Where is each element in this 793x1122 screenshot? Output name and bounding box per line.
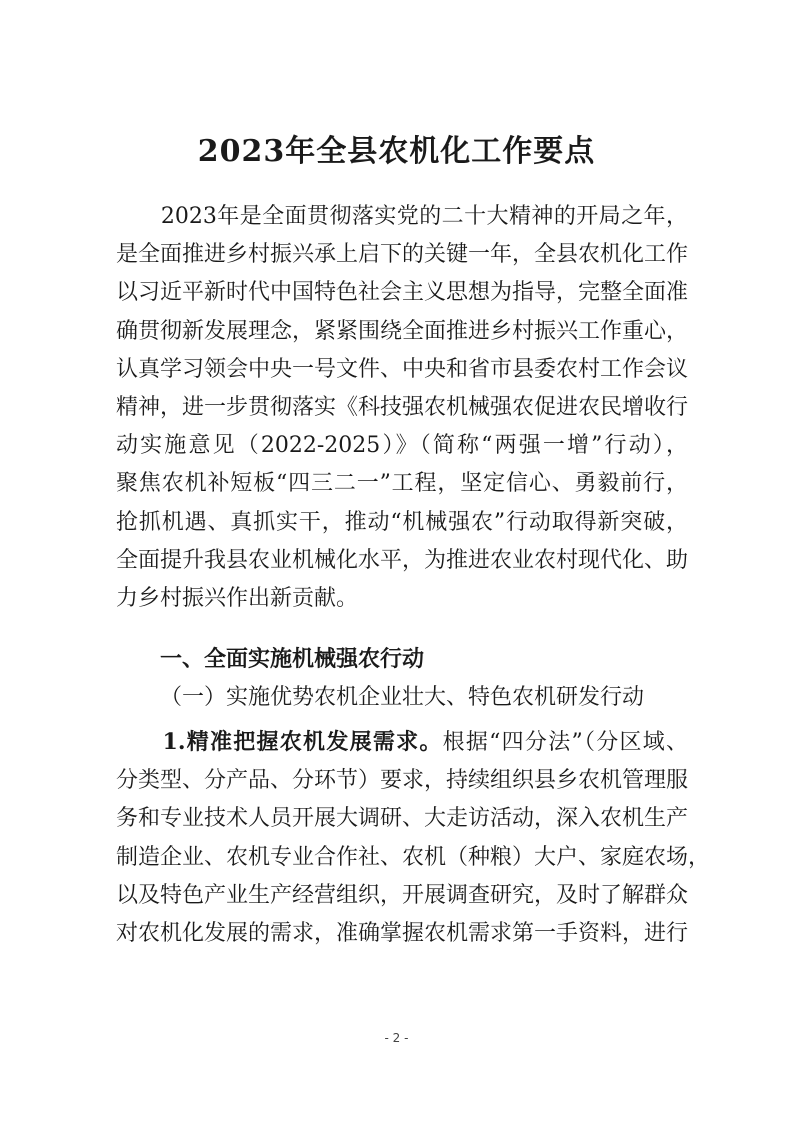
item-1-first-rest: 根据“四分法”（分区域、 — [442, 730, 689, 755]
intro-line: 精神，进一步贯彻落实《科技强农机械强农促进农民增收行 — [116, 395, 689, 421]
intro-line: 力乡村振兴作出新贡献。 — [116, 586, 359, 612]
intro-line: 动实施意见（2022-2025）》（简称“两强一增”行动）， — [116, 433, 688, 459]
item-1-line: 以及特色产业生产经营组织，开展调查研究，及时了解群众 — [116, 882, 689, 908]
intro-paragraph — [116, 198, 688, 618]
item-1-first-line — [116, 723, 688, 762]
item-1-line: 分类型、分产品、分环节）要求，持续组织县乡农机管理服 — [116, 768, 689, 794]
item-1-line: 对农机化发展的需求，准确掌握农机需求第一手资料，进行 — [116, 921, 689, 947]
document-title: 2023年全县农机化工作要点 — [197, 134, 596, 169]
intro-line: 聚焦农机补短板“四三二一”工程，坚定信心、勇毅前行， — [116, 471, 688, 497]
page-number: - 2 - — [384, 1031, 409, 1045]
item-1-lead: 1.精准把握农机发展需求。 — [162, 729, 443, 755]
intro-line: 认真学习领会中央一号文件、中央和省市县委农村工作会议 — [116, 356, 689, 382]
intro-line: 抢抓机遇、真抓实干，推动“机械强农”行动取得新突破， — [116, 509, 688, 535]
intro-line: 全面提升我县农业机械化水平，为推进农业农村现代化、助 — [116, 547, 689, 573]
intro-line: 2023年是全面贯彻落实党的二十大精神的开局之年， — [116, 204, 688, 229]
section-heading-1: 一、全面实施机械强农行动 — [160, 646, 425, 672]
intro-line: 以习近平新时代中国特色社会主义思想为指导，完整全面准 — [116, 280, 689, 306]
item-1-line: 务和专业技术人员开展大调研、大走访活动，深入农机生产 — [116, 806, 689, 832]
item-1-line: 制造企业、农机专业合作社、农机（种粮）大户、家庭农场， — [116, 844, 711, 870]
subsection-heading-1: （一）实施优势农机企业壮大、特色农机研发行动 — [160, 685, 645, 710]
item-1-paragraph — [116, 723, 711, 953]
intro-line: 确贯彻新发展理念，紧紧围绕全面推进乡村振兴工作重心， — [116, 318, 689, 344]
intro-line: 是全面推进乡村振兴承上启下的关键一年，全县农机化工作 — [116, 242, 689, 268]
